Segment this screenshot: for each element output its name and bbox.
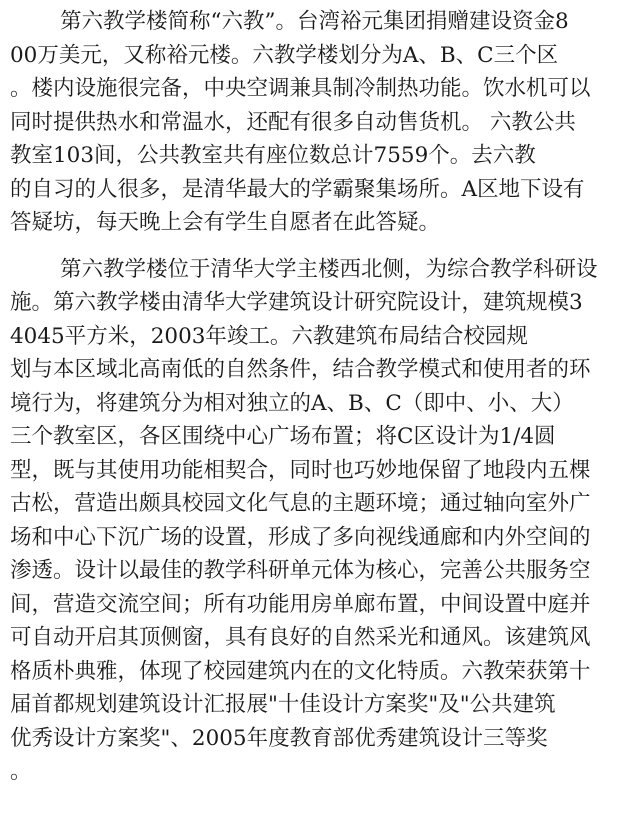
text-line: 划与本区域北高南低的自然条件，结合教学模式和使用者的环 <box>10 357 591 382</box>
text-line: 。 <box>10 759 32 784</box>
text-line: 境行为，将建筑分为相对独立的A、B、C（即中、小、大） <box>10 390 574 416</box>
paragraph-1 <box>10 5 634 240</box>
text-line: 教室103间，公共教室共有座位数总计7559个。去六教 <box>10 143 536 168</box>
text-line: 第六教学楼简称“六教”。台湾裕元集团捐赠建设资金8 <box>60 9 569 34</box>
text-line: 古松，营造出颇具校园文化气息的主题环境；通过轴向室外广 <box>10 491 591 516</box>
text-line: 4045平方米，2003年竣工。六教建筑布局结合校园规 <box>10 323 528 349</box>
text-line: 第六教学楼位于清华大学主楼西北侧，为综合教学科研设 <box>60 256 598 282</box>
text-line: 渗透。设计以最佳的教学科研单元体为核心，完善公共服务空 <box>10 558 591 583</box>
text-line: 届首都规划建筑设计汇报展"十佳设计方案奖"及"公共建筑 <box>10 692 556 717</box>
text-line: 三个教室区，各区围绕中心广场布置；将C区设计为1/4圆 <box>10 424 556 449</box>
text-line: 可自动开启其顶侧窗，具有良好的自然采光和通风。该建筑风 <box>10 625 591 650</box>
text-line: 。楼内设施很完备，中央空调兼具制冷制热功能。饮水机可以 <box>10 76 591 101</box>
text-line: 同时提供热水和常温水，还配有很多自动售货机。 六教公共 <box>10 109 576 135</box>
text-line: 00万美元，又称裕元楼。六教学楼划分为A、B、C三个区 <box>10 42 559 68</box>
text-line: 场和中心下沉广场的设置，形成了多向视线通廊和内外空间的 <box>10 524 591 550</box>
text-line: 型，既与其使用功能相契合，同时也巧妙地保留了地段内五棵 <box>10 457 591 483</box>
paragraph-2 <box>10 253 634 789</box>
text-line: 答疑坊，每天晚上会有学生自愿者在此答疑。 <box>10 210 441 235</box>
text-line: 间，营造交流空间；所有功能用房单廊布置，中间设置中庭并 <box>10 591 591 617</box>
text-line: 格质朴典雅，体现了校园建筑内在的文化特质。六教荣获第十 <box>10 658 591 684</box>
text-line: 的自习的人很多，是清华最大的学霸聚集场所。A区地下设有 <box>10 176 585 202</box>
text-line: 施。第六教学楼由清华大学建筑设计研究院设计，建筑规模3 <box>10 290 583 315</box>
text-line: 优秀设计方案奖"、2005年度教育部优秀建筑设计三等奖 <box>10 725 548 751</box>
